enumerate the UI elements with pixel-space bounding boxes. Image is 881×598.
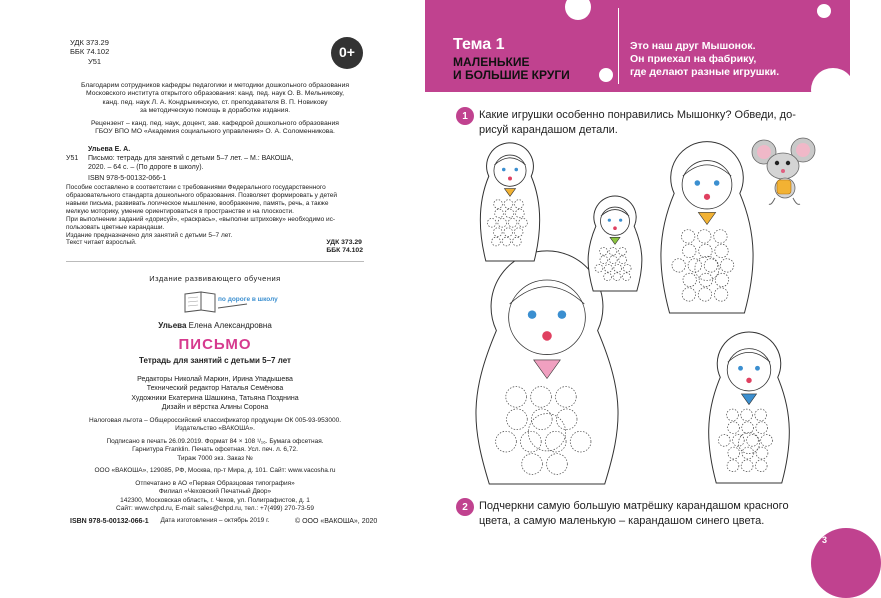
- intro-line: Он приехал на фабрику,: [630, 53, 757, 66]
- description-line: пользовать цветные карандаши.: [66, 223, 165, 231]
- description-line: мелкую моторику, умение ориентироваться в пространстве и на плоскости.: [66, 207, 294, 215]
- doll-eye: [514, 168, 518, 172]
- doll-face: [494, 155, 526, 186]
- biblio-code: У51: [66, 154, 79, 162]
- doll-face: [509, 280, 586, 355]
- isbn-footer: ISBN 978-5-00132-066-1: [70, 518, 149, 525]
- task2-line: Подчеркни самую большую матрёшку карандашом красного: [479, 500, 789, 512]
- doll-mouth: [508, 176, 512, 180]
- doll-mouth: [704, 194, 710, 200]
- left-page: [0, 0, 425, 565]
- ack-line: за методическую помощь в доработке издания.: [139, 107, 291, 115]
- print-line: Отпечатано в АО «Первая Образцовая типография»: [135, 479, 295, 487]
- matryoshka-smallest: [588, 196, 642, 291]
- description-line: Пособие составлено в соответствии с требованиями Федерального государственного: [66, 184, 326, 191]
- credit-line: Технический редактор Наталья Семёнова: [146, 385, 284, 393]
- credit-line: Дизайн и вёрстка Алины Сорона: [161, 404, 269, 412]
- age-badge: 0+: [331, 37, 363, 69]
- udk-line: УДК 373.29: [326, 239, 362, 246]
- intro-line: где делают разные игрушки.: [630, 66, 780, 79]
- bibliographic-entry: [66, 146, 364, 184]
- author: [66, 321, 364, 331]
- series-label: Издание развивающего обучения: [149, 274, 281, 283]
- doll-eye: [695, 180, 701, 186]
- task2-line: цвета, а самую маленькую – карандашом синего цвета.: [479, 514, 765, 527]
- description-line: образовательного стандарта дошкольного образования. Позволяет формировать у детей: [66, 191, 338, 199]
- author-name: Елена Александровна: [188, 321, 272, 330]
- copyright: © ООО «ВАКОША», 2020: [295, 518, 378, 525]
- print-line: Гарнитура Franklin. Печать офсетная. Усл. печ. л. 6,72.: [132, 446, 298, 454]
- matryoshka-small-right: [709, 332, 790, 483]
- doll-mouth: [613, 226, 617, 230]
- doll-face: [682, 161, 732, 209]
- print-info: [66, 417, 364, 526]
- doll-eye: [558, 310, 567, 319]
- reviewer-block: [66, 120, 364, 137]
- task1-line: рисуй карандашом детали.: [479, 123, 618, 136]
- right-page: [425, 0, 850, 565]
- print-line: Налоговая льгота – Общероссийский классификатор продукции ОК 005-93-953000.: [88, 417, 342, 424]
- intro-line: Это наш друг Мышонок.: [630, 40, 756, 52]
- description-line: навыки письма, развивать логическое мышление, воображение, память, речь, а также: [66, 199, 329, 207]
- description-line: Текст читает взрослый.: [66, 239, 137, 247]
- theme-name-line: И БОЛЬШИЕ КРУГИ: [453, 67, 570, 82]
- doll-face: [727, 349, 771, 391]
- logo-text: по дороге в школу: [218, 296, 278, 303]
- bbk-line: ББК 74.102: [70, 47, 110, 57]
- credits: [66, 375, 364, 413]
- mouse-icon: [752, 138, 815, 204]
- biblio-isbn: ISBN 978-5-00132-066-1: [88, 175, 167, 183]
- biblio-line: Письмо: тетрадь для занятий с детьми 5–7 лет. – М.: ВАКОША,: [88, 154, 294, 162]
- doll-eye: [608, 219, 611, 222]
- acknowledgements: [66, 82, 364, 116]
- print-line: Тираж 7000 экз. Заказ №: [177, 454, 253, 462]
- biblio-line: 2020. – 64 с. – (По дороге в школу).: [88, 163, 204, 171]
- code-line: У51: [88, 56, 102, 66]
- author-surname: Ульева: [158, 321, 187, 330]
- divider: [66, 261, 364, 262]
- doll-eye: [755, 366, 760, 371]
- bbk-line: ББК 74.102: [326, 247, 363, 255]
- doll-eye: [714, 180, 720, 186]
- book-subtitle: Тетрадь для занятий с детьми 5–7 лет: [139, 356, 291, 365]
- print-line: Сайт: www.chpd.ru, E-mail: sales@chpd.ru, тел.: +7(499) 270-73-59: [115, 504, 315, 512]
- matryoshka-small-left: [480, 143, 540, 261]
- theme-name-line: МАЛЕНЬКИЕ: [453, 55, 530, 69]
- task1-number: 1: [456, 107, 474, 125]
- doll-eye: [619, 219, 622, 222]
- page-number: 3: [822, 535, 828, 545]
- credit-line: Редакторы Николай Маркин, Ирина Упадышева: [137, 376, 293, 383]
- matryoshka-medium-right: [661, 142, 753, 313]
- print-line: Дата изготовления – октябрь 2019 г.: [160, 517, 270, 525]
- print-line: 142300, Московская область, г. Чехов, ул. Полиграфистов, д. 1: [120, 496, 310, 504]
- task1-line: Какие игрушки особенно понравились Мышонку? Обведи, до-: [479, 109, 796, 121]
- description: [66, 184, 364, 247]
- reviewer-line: ГБОУ ВПО МО «Академия социального управления» О. А. Соломенникова.: [95, 128, 335, 136]
- biblio-author: Ульева Е. А.: [88, 146, 131, 153]
- description-line: Издание предназначено для занятий с детьми 5–7 лет.: [66, 231, 233, 239]
- theme-number: Тема 1: [453, 36, 505, 53]
- task2-number: 2: [456, 498, 474, 516]
- udk-bottom: [326, 239, 363, 256]
- book-title: ПИСЬМО: [178, 336, 252, 353]
- doll-mouth: [746, 378, 751, 383]
- print-line: ООО «ВАКОША», 129085, РФ, Москва, пр-т Мира, д. 101. Сайт: www.vacosha.ru: [94, 467, 336, 475]
- doll-eye: [528, 310, 537, 319]
- ack-line: канд. пед. наук Л. А. Кондрыкинскую, ст. преподавателя В. П. Новикову: [102, 98, 328, 106]
- matryoshka-illustration: [425, 0, 850, 565]
- print-line: Издательство «ВАКОША».: [175, 425, 255, 433]
- series-logo: [181, 288, 278, 316]
- doll-eye: [738, 366, 743, 371]
- reviewer-line: Рецензент – канд. пед. наук, доцент, зав. кафедрой дошкольного образования: [91, 120, 339, 127]
- credit-line: Художники Екатерина Шашкина, Татьяна Позднина: [131, 394, 299, 402]
- ack-line: Московского института открытого образования: канд. пед. наук О. В. Мельникову,: [86, 90, 344, 98]
- description-line: При выполнении заданий «дорисуй», «раскрась», «выполни штриховку» необходимо ис-: [66, 215, 336, 223]
- print-line: Филиал «Чеховский Печатный Двор»: [158, 488, 272, 496]
- task2-text: [479, 499, 811, 529]
- doll-eye: [502, 168, 506, 172]
- doll-mouth: [542, 331, 552, 341]
- udk-line: УДК 373.29: [70, 38, 109, 47]
- ack-line: Благодарим сотрудников кафедры педагогики и методики дошкольного образования: [80, 82, 350, 89]
- doll-face: [600, 207, 629, 235]
- print-line: Подписано в печать 26.09.2019. Формат 84 × 108 ¹/₁₆. Бумага офсетная.: [106, 437, 324, 445]
- udk-top: [70, 38, 150, 66]
